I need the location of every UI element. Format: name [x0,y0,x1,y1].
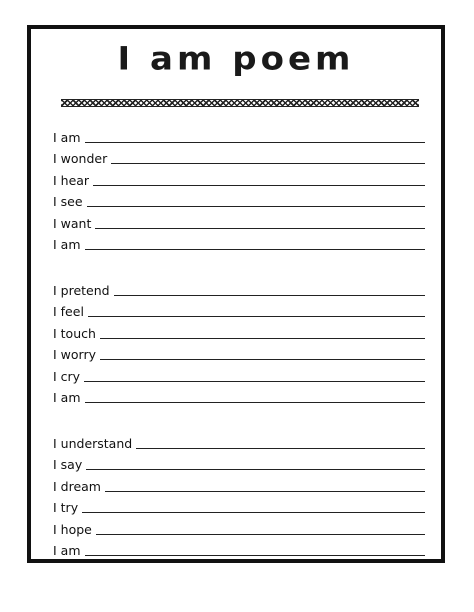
answer-blank[interactable] [84,380,425,382]
answer-blank[interactable] [93,184,425,186]
poem-line [53,515,425,537]
answer-blank[interactable] [87,205,425,207]
poem-line [53,166,425,188]
poem-line [53,537,425,559]
line-prompt: I am [53,390,81,405]
poem-line [53,362,425,384]
answer-blank[interactable] [85,141,426,143]
line-prompt: I am [53,237,81,252]
stanza-3 [53,429,425,558]
decorative-divider [61,99,419,107]
poem-line [53,145,425,167]
poem-line [53,319,425,341]
answer-blank[interactable] [95,227,425,229]
answer-blank[interactable] [88,315,425,317]
poem-line [53,341,425,363]
poem-line [53,209,425,231]
answer-blank[interactable] [100,337,425,339]
answer-blank[interactable] [114,294,425,296]
line-prompt: I understand [53,435,133,451]
poem-line [53,451,425,473]
line-prompt: I try [53,500,79,515]
line-prompt: I cry [53,368,81,384]
poem-line [53,472,425,494]
answer-blank[interactable] [136,447,425,449]
stanza-2 [53,276,425,405]
poem-line [53,494,425,516]
line-prompt: I touch [53,325,96,341]
line-prompt: I wonder [53,151,108,166]
answer-blank[interactable] [85,401,426,403]
line-prompt: I dream [53,478,101,494]
answer-blank[interactable] [100,358,425,360]
poem-line [53,123,425,145]
line-prompt: I want [53,215,92,231]
stanza-1 [53,123,425,252]
answer-blank[interactable] [85,554,426,556]
line-prompt: I am [53,543,81,558]
line-prompt: I feel [53,304,84,319]
line-prompt: I pretend [53,282,110,298]
answer-blank[interactable] [111,162,425,164]
worksheet-frame [27,25,445,563]
answer-blank[interactable] [82,511,425,513]
poem-line [53,231,425,253]
line-prompt: I say [53,457,83,472]
line-prompt: I am [53,129,81,145]
poem-line [53,298,425,320]
line-prompt: I worry [53,347,96,362]
line-prompt: I hear [53,172,90,188]
line-prompt: I see [53,194,83,209]
poem-line [53,188,425,210]
answer-blank[interactable] [86,468,425,470]
poem-line [53,384,425,406]
poem-line [53,429,425,451]
answer-blank[interactable] [105,490,425,492]
answer-blank[interactable] [85,248,426,250]
worksheet-title: I am poem [117,40,355,78]
poem-line [53,276,425,298]
answer-blank[interactable] [96,533,425,535]
line-prompt: I hope [53,521,92,537]
